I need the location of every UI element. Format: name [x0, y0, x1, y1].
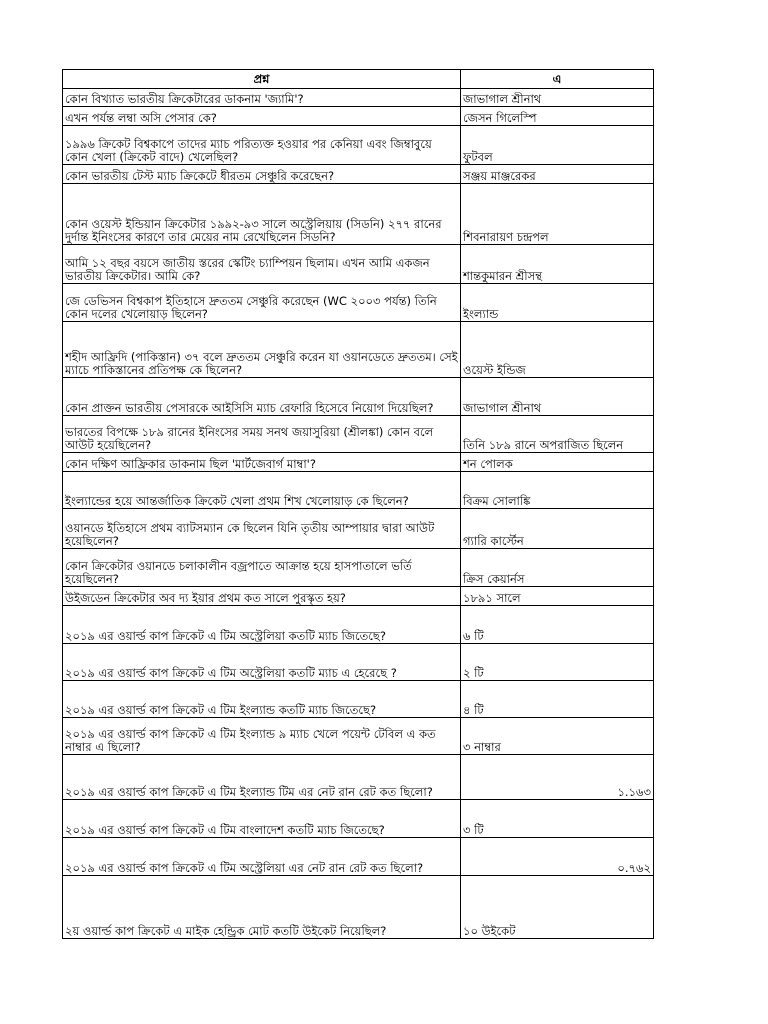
question-cell: ২০১৯ এর ওয়ার্ল্ড কাপ ক্রিকেট এ টিম ইংল্যান্ড ৯ ম্যাচ খেলে পয়েন্ট টেবিল এ কত নাম্বার এ ছিলো?: [63, 718, 461, 755]
question-cell: জে ডেভিসন বিশ্বকাপ ইতিহাসে দ্রুততম সেঞ্চুরি করেছেন (WC ২০০৩ পর্যন্ত) তিনি কোন দলের খেলোয়াড় ছিলেন?: [63, 284, 461, 322]
answer-cell: ৩ নাম্বার: [461, 718, 654, 755]
answer-cell: সঞ্জয় মাঞ্জরেকর: [461, 165, 654, 184]
question-cell: ওয়ানডে ইতিহাসে প্রথম ব্যাটসম্যান কে ছিলেন যিনি তৃতীয় আম্পায়ার দ্বারা আউট হয়েছিলেন?: [63, 509, 461, 549]
question-cell: উইজডেন ক্রিকেটার অব দ্য ইয়ার প্রথম কত সালে পুরস্কৃত হয়?: [63, 587, 461, 606]
table-row: [63, 245, 654, 284]
table-row: [63, 184, 654, 245]
question-cell: ১৯৯৬ ক্রিকেট বিশ্বকাপে তাদের ম্যাচ পরিত্যক্ত হওয়ার পর কেনিয়া এবং জিম্বাবুয়ে কোন খেলা (ক্রিকেট বাদে) খেলেছিল?: [63, 126, 461, 165]
answer-cell: ০.৭৬২: [461, 838, 654, 876]
table-row: [63, 416, 654, 453]
answer-cell: শন পোলক: [461, 453, 654, 472]
table-row: [63, 876, 654, 939]
question-cell: শহীদ আফ্রিদি (পাকিস্তান) ৩৭ বলে দ্রুততম সেঞ্চুরি করেন যা ওয়ানডেতে দ্রুততম। সেই ম্যাচে পাকিস্তানের প্রতিপক্ষ কে ছিলেন?: [63, 322, 461, 378]
question-cell: কোন বিখ্যাত ভারতীয় ক্রিকেটারের ডাকনাম 'জ্যামি'?: [63, 89, 461, 107]
table-row: [63, 472, 654, 509]
answer-cell: ১০ উইকেট: [461, 876, 654, 939]
table-row: [63, 284, 654, 322]
answer-cell: শিবনারায়ণ চন্দ্রপল: [461, 184, 654, 245]
question-cell: ২০১৯ এর ওয়ার্ল্ড কাপ ক্রিকেট এ টিম ইংল্যান্ড টিম এর নেট রান রেট কত ছিলো?: [63, 755, 461, 800]
answer-cell: বিক্রম সোলাঙ্কি: [461, 472, 654, 509]
question-cell: কোন প্রাক্তন ভারতীয় পেসারকে আইসিসি ম্যাচ রেফারি হিসেবে নিয়োগ দিয়েছিল?: [63, 378, 461, 416]
question-cell: ২০১৯ এর ওয়ার্ল্ড কাপ ক্রিকেট এ টিম অস্ট্রেলিয়া এর নেট রান রেট কত ছিলো?: [63, 838, 461, 876]
answer-cell: ওয়েস্ট ইন্ডিজ: [461, 322, 654, 378]
question-cell: কোন ক্রিকেটার ওয়ানডে চলাকালীন বজ্রপাতে আক্রান্ত হয়ে হাসপাতালে ভর্তি হয়েছিলেন?: [63, 549, 461, 587]
table-row: [63, 838, 654, 876]
answer-cell: জাভাগাল শ্রীনাথ: [461, 89, 654, 107]
answer-cell: জাভাগাল শ্রীনাথ: [461, 378, 654, 416]
question-cell: ২০১৯ এর ওয়ার্ল্ড কাপ ক্রিকেট এ টিম বাংলাদেশ কতটি ম্যাচ জিতেছে?: [63, 800, 461, 838]
answer-cell: জেসন গিলেস্পি: [461, 107, 654, 126]
answer-cell: ৩ টি: [461, 800, 654, 838]
question-cell: ইংল্যান্ডের হয়ে আন্তর্জাতিক ক্রিকেট খেলা প্রথম শিখ খেলোয়াড় কে ছিলেন?: [63, 472, 461, 509]
table-row: [63, 718, 654, 755]
table-row: [63, 165, 654, 184]
question-cell: ভারতের বিপক্ষে ১৮৯ রানের ইনিংসের সময় সনথ জয়াসুরিয়া (শ্রীলঙ্কা) কোন বলে আউট হয়েছিলেন?: [63, 416, 461, 453]
question-cell: ২০১৯ এর ওয়ার্ল্ড কাপ ক্রিকেট এ টিম অস্ট্রেলিয়া কতটি ম্যাচ জিতেছে?: [63, 606, 461, 644]
answer-cell: ২ টি: [461, 644, 654, 681]
table-row: [63, 126, 654, 165]
answer-column-header: এ: [461, 70, 654, 89]
question-cell: কোন ওয়েস্ট ইন্ডিয়ান ক্রিকেটার ১৯৯২-৯৩ সালে অস্ট্রেলিয়ায় (সিডনি) ২৭৭ রানের দুর্দান্ত ইনিংসের কারণে তার মেয়ের নাম রেখেছিলেন সিডনি?: [63, 184, 461, 245]
question-cell: ২০১৯ এর ওয়ার্ল্ড কাপ ক্রিকেট এ টিম ইংল্যান্ড কতটি ম্যাচ জিতেছে?: [63, 681, 461, 718]
answer-cell: গ্যারি কার্স্টেন: [461, 509, 654, 549]
table-row: [63, 606, 654, 644]
table-row: [63, 644, 654, 681]
table-row: [63, 800, 654, 838]
table-row: [63, 549, 654, 587]
answer-cell: ৬ টি: [461, 606, 654, 644]
answer-cell: ৪ টি: [461, 681, 654, 718]
table-row: [63, 755, 654, 800]
table-row: [63, 378, 654, 416]
table-row: [63, 107, 654, 126]
answer-cell: তিনি ১৮৯ রানে অপরাজিত ছিলেন: [461, 416, 654, 453]
answer-cell: ইংল্যান্ড: [461, 284, 654, 322]
quiz-table: [62, 69, 654, 939]
header-row: [63, 70, 654, 89]
answer-cell: ১.১৬৩: [461, 755, 654, 800]
table-row: [63, 681, 654, 718]
question-cell: এখন পর্যন্ত লম্বা অসি পেসার কে?: [63, 107, 461, 126]
question-cell: ২য় ওয়ার্ল্ড কাপ ক্রিকেট এ মাইক হেন্ড্রিক মোট কতটি উইকেট নিয়েছিল?: [63, 876, 461, 939]
question-cell: ২০১৯ এর ওয়ার্ল্ড কাপ ক্রিকেট এ টিম অস্ট্রেলিয়া কতটি ম্যাচ এ হেরেছে ?: [63, 644, 461, 681]
answer-cell: ১৮৯১ সালে: [461, 587, 654, 606]
answer-cell: শান্তকুমারন শ্রীসন্থ: [461, 245, 654, 284]
question-cell: আমি ১২ বছর বয়সে জাতীয় স্তরের স্কেটিং চ্যাম্পিয়ন ছিলাম। এখন আমি একজন ভারতীয় ক্রিকেটার। আমি কে?: [63, 245, 461, 284]
table-row: [63, 89, 654, 107]
table-row: [63, 322, 654, 378]
question-cell: কোন ভারতীয় টেস্ট ম্যাচ ক্রিকেটে ধীরতম সেঞ্চুরি করেছেন?: [63, 165, 461, 184]
question-column-header: প্রশ্ন: [63, 70, 461, 89]
table-row: [63, 453, 654, 472]
answer-cell: ফুটবল: [461, 126, 654, 165]
question-cell: কোন দক্ষিণ আফ্রিকার ডাকনাম ছিল 'মার্টজেবার্গ মাম্বা'?: [63, 453, 461, 472]
answer-cell: ক্রিস কেয়ার্নস: [461, 549, 654, 587]
table-row: [63, 509, 654, 549]
table-row: [63, 587, 654, 606]
